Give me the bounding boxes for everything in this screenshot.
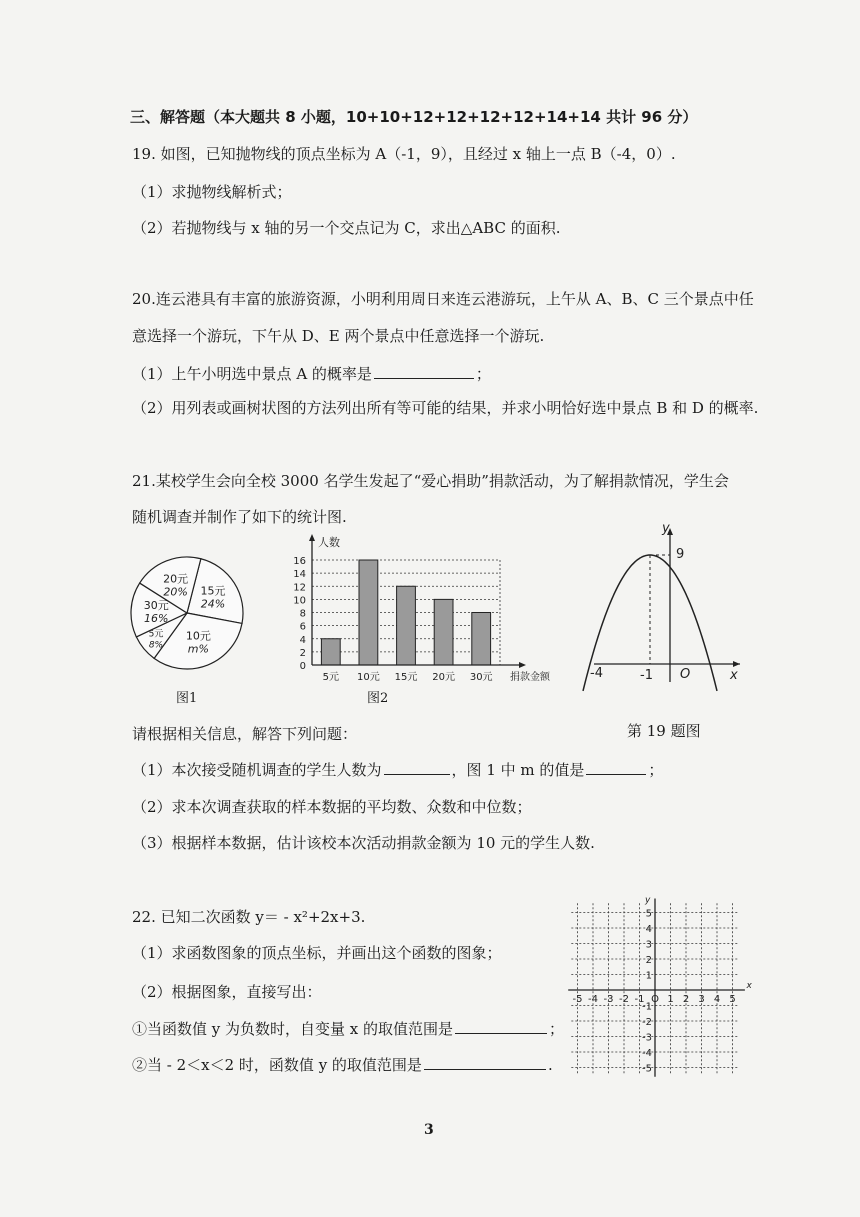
grid-y-tick: 3: [645, 939, 652, 951]
grid-y-tick: -4: [642, 1048, 652, 1059]
coordinate-grid: [560, 895, 752, 1078]
grid-x-tick: -2: [619, 994, 629, 1005]
bar-x-tick: 15元: [394, 672, 418, 683]
q22-sub1: [132, 1019, 564, 1038]
answer-blank[interactable]: [374, 364, 474, 379]
answer-blank[interactable]: [424, 1055, 546, 1070]
grid-x-tick: -5: [572, 994, 583, 1005]
grid-x-tick: 4: [713, 994, 721, 1005]
q21-prompt: 请根据相关信息，解答下列问题：: [132, 725, 358, 743]
q22-sub1-text: ①当函数值 y 为负数时，自变量 x 的取值范围是: [132, 1020, 454, 1038]
bar-y-tick: 10: [293, 595, 306, 607]
q20-stem-line2: 意选择一个游玩，下午从 D、E 两个景点中任意选择一个游玩.: [132, 327, 545, 345]
grid-x-tick: -3: [603, 994, 614, 1005]
x-axis-label: x: [730, 668, 738, 683]
pie-slice-percent: m%: [187, 642, 209, 656]
bar-y-tick: 4: [299, 634, 306, 646]
grid-x-tick: -4: [588, 994, 598, 1005]
bar-y-tick: 2: [299, 647, 306, 659]
q21-part1-text-a: （1）本次接受随机调查的学生人数为: [132, 761, 382, 779]
bar-x-arrow-icon: [519, 662, 526, 668]
bar-y-tick: 16: [293, 556, 306, 567]
bar-y-arrow-icon: [309, 534, 315, 541]
q21-stem-line1: 21.某校学生会向全校 3000 名学生发起了“爱心捐助”捐款活动，为了解捐款情况，学生会: [132, 472, 729, 490]
bar-x-tick: 20元: [432, 672, 455, 683]
bar-y-tick: 6: [299, 621, 306, 633]
fig19-caption: 第 19 题图: [627, 722, 701, 740]
q19-part2: （2）若抛物线与 x 轴的另一个交点记为 C，求出△ABC 的面积.: [132, 219, 561, 237]
page-number: 3: [424, 1122, 434, 1138]
pie-slice-label: 30元: [143, 599, 169, 613]
bar-y-tick: 14: [293, 569, 306, 581]
grid-x-tick: O: [651, 994, 659, 1005]
bar-y-tick: 8: [299, 608, 306, 620]
q22-sub2: [132, 1055, 553, 1074]
q22-sub2-text: ②当 - 2＜x＜2 时，函数值 y 的取值范围是: [132, 1056, 422, 1074]
bar: [397, 586, 416, 665]
grid-y-tick: 5: [645, 908, 652, 920]
pie-slice-percent: 16%: [144, 612, 169, 626]
fig1-caption: 图1: [176, 691, 198, 706]
bar-x-tick: 10元: [357, 672, 380, 683]
bar-y-tick: 0: [299, 661, 306, 672]
grid-labels: [573, 896, 753, 1075]
answer-blank[interactable]: [384, 760, 450, 775]
pie-slice-percent: 8%: [148, 640, 164, 651]
q22-stem: 22. 已知二次函数 y＝ - x²+2x+3.: [132, 908, 366, 926]
pie-slice-label: 5元: [148, 629, 164, 640]
q19-stem: 19. 如图，已知抛物线的顶点坐标为 A（-1，9），且经过 x 轴上一点 B（-4，0）.: [132, 145, 676, 163]
bar: [434, 599, 453, 665]
pie-chart: [122, 548, 252, 678]
q21-part1-text-c: ；: [648, 761, 664, 779]
q20-stem-line1: 20.连云港具有丰富的旅游资源，小明利用周日来连云港游玩，上午从 A、B、C 三个景点中任: [132, 290, 754, 308]
q20-part1: [132, 364, 491, 383]
pie-slice-label: 15元: [200, 584, 226, 598]
pie-slice-label: 20元: [163, 572, 189, 586]
q21-part1-text-b: ，图 1 中 m 的值是: [451, 761, 585, 779]
pie-slice-label: 10元: [185, 629, 211, 643]
grid-y-tick: 4: [645, 924, 652, 935]
q20-part2: （2）用列表或画树状图的方法列出所有等可能的结果，并求小明恰好选中景点 B 和 D 的概率.: [132, 399, 759, 417]
pie-slice-percent: 20%: [163, 585, 188, 599]
answer-blank[interactable]: [455, 1019, 547, 1034]
grid-y-tick: -1: [642, 1001, 652, 1013]
grid-x-tick: 1: [667, 994, 674, 1005]
grid-y-tick: -3: [642, 1032, 652, 1044]
grid-lines: [568, 899, 745, 1077]
answer-blank[interactable]: [586, 760, 646, 775]
y-axis-label: y: [662, 521, 670, 536]
root-label: -4: [590, 666, 603, 681]
section-header: 三、解答题（本大题共 8 小题，10+10+12+12+12+12+14+14 共计 96 分）: [130, 108, 698, 126]
q22-sub1-suffix: ；: [549, 1020, 565, 1038]
bar-x-label: 捐款金额: [510, 672, 550, 683]
grid-x-label: x: [746, 981, 752, 991]
x-arrow-icon: [733, 661, 740, 667]
grid-x-tick: 2: [682, 994, 690, 1005]
bar-x-tick: 5元: [322, 672, 339, 683]
grid-x-tick: 3: [698, 994, 705, 1005]
bar-y-tick: 12: [293, 582, 306, 594]
q21-stem-line2: 随机调查并制作了如下的统计图.: [132, 508, 347, 526]
parabola-figure: [588, 522, 748, 687]
bar-y-label: 人数: [318, 536, 340, 549]
grid-y-tick: -5: [642, 1063, 652, 1075]
q21-part3: （3）根据样本数据，估计该校本次活动捐款金额为 10 元的学生人数.: [132, 834, 595, 852]
q21-part2: （2）求本次调查获取的样本数据的平均数、众数和中位数；: [132, 798, 532, 816]
grid-y-tick: 1: [645, 970, 652, 982]
vertex-y-label: 9: [676, 547, 685, 562]
grid-y-label: y: [645, 895, 651, 906]
q22-part1: （1）求函数图象的顶点坐标，并画出这个函数的图象；: [132, 944, 502, 962]
bar: [472, 613, 491, 666]
bar: [359, 560, 378, 665]
q20-part1-suffix: ；: [475, 365, 491, 383]
grid-y-tick: 2: [645, 955, 652, 966]
q22-part2: （2）根据图象，直接写出：: [132, 983, 322, 1001]
q21-part1: [132, 760, 663, 779]
origin-label: O: [680, 667, 691, 682]
vertex-x-label: -1: [640, 668, 653, 683]
bar: [321, 639, 340, 665]
q20-part1-text: （1）上午小明选中景点 A 的概率是: [132, 365, 372, 383]
q19-part1: （1）求抛物线解析式；: [132, 183, 292, 201]
grid-x-tick: -1: [634, 994, 645, 1005]
fig2-caption: 图2: [367, 691, 389, 706]
q22-sub2-suffix: .: [547, 1056, 553, 1074]
grid-x-tick: 5: [729, 994, 736, 1005]
pie-slice-percent: 24%: [200, 597, 226, 611]
bar-x-tick: 30元: [469, 672, 493, 683]
bar-chart: [290, 530, 560, 690]
grid-y-tick: -2: [642, 1017, 652, 1028]
